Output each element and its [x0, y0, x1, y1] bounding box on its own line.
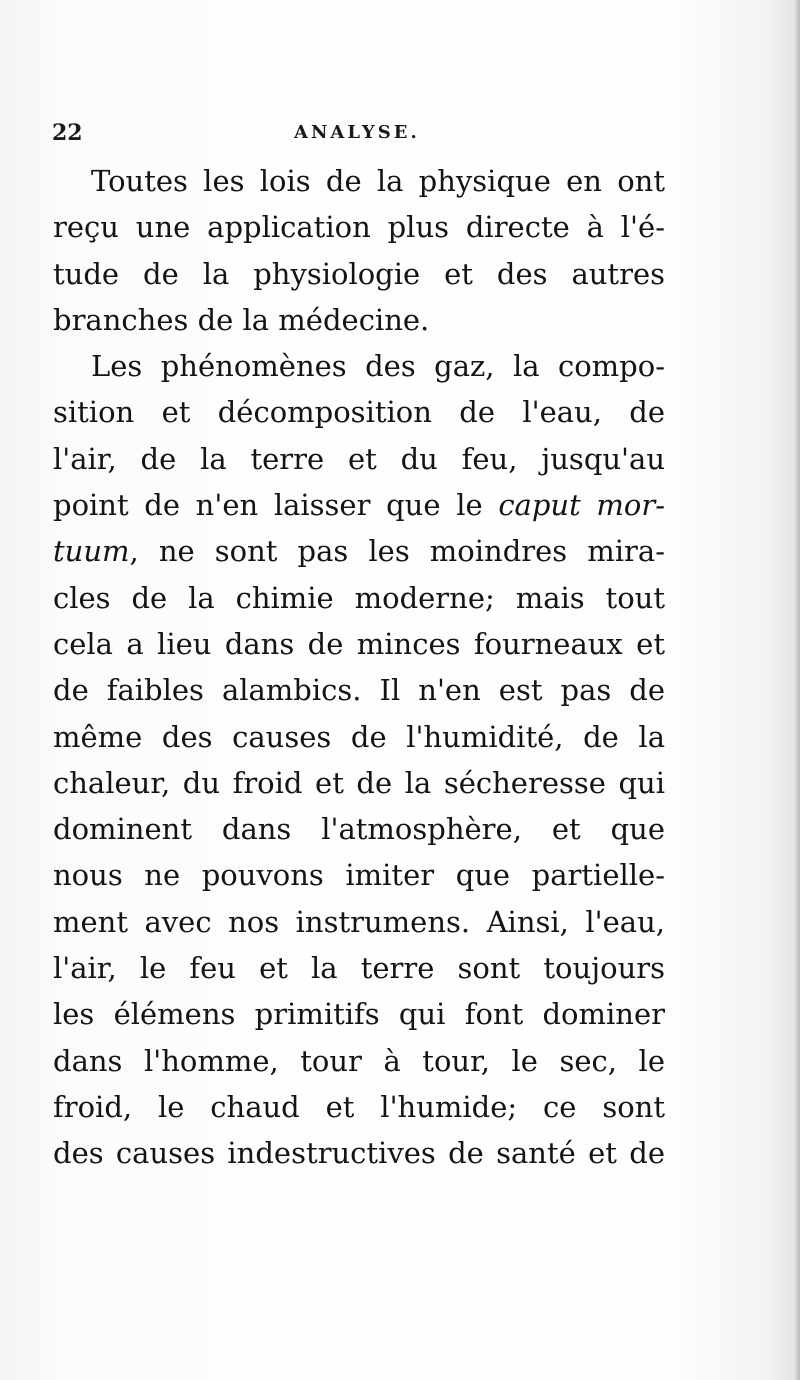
italic-word: tuum — [53, 534, 130, 569]
text-line: tude de la physiologie et des autres — [53, 256, 665, 291]
text-line-with-italic — [53, 482, 665, 528]
text-line: dans l'homme, tour à tour, le sec, le — [53, 1043, 665, 1078]
text-line: les élémens primitifs qui font dominer — [53, 997, 665, 1032]
page-edge-shadow — [794, 0, 800, 1380]
text-line: sition et décomposition de l'eau, de — [53, 395, 665, 430]
running-head: ANALYSE. — [294, 122, 420, 143]
text-line: l'air, de la terre et du feu, jusqu'au — [53, 441, 665, 476]
body-text — [53, 158, 665, 1177]
page-number: 22 — [52, 120, 83, 146]
text-line: chaleur, du froid et de la sécheresse qui — [53, 765, 665, 800]
text-line: Les phénomènes des gaz, la compo- — [91, 349, 665, 384]
text-line-with-italic — [53, 528, 665, 574]
text-segment: point de n'en laisser que le — [53, 488, 483, 523]
text-line: cela a lieu dans de minces fourneaux et — [53, 626, 665, 661]
text-line: branches de la médecine. — [53, 302, 430, 337]
text-line: dominent dans l'atmosphère, et que — [53, 812, 665, 847]
text-line: ment avec nos instrumens. Ainsi, l'eau, — [53, 904, 665, 939]
text-line: l'air, le feu et la terre sont toujours — [53, 951, 665, 986]
text-line: reçu une application plus directe à l'é- — [53, 210, 665, 245]
italic-phrase: caput mor- — [498, 488, 665, 523]
text-segment: , ne sont pas les moindres mira- — [129, 534, 665, 569]
text-line: de faibles alambics. Il n'en est pas de — [53, 673, 665, 708]
text-line: cles de la chimie moderne; mais tout — [53, 580, 665, 615]
text-line: même des causes de l'humidité, de la — [53, 719, 665, 754]
text-line: froid, le chaud et l'humide; ce sont — [53, 1089, 665, 1124]
page-header — [52, 120, 662, 150]
text-line: Toutes les lois de la physique en ont — [91, 164, 665, 198]
text-line: nous ne pouvons imiter que partielle- — [53, 858, 665, 893]
text-line: des causes indestructives de santé et de — [53, 1136, 665, 1171]
